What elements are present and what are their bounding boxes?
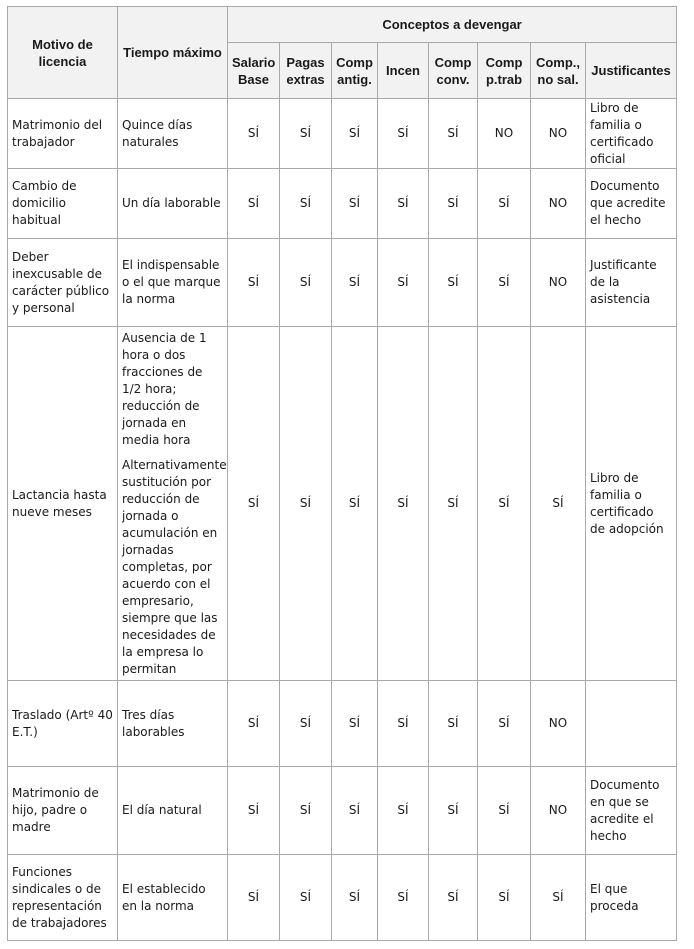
cell-incen: SÍ xyxy=(378,99,429,169)
cell-salario: SÍ xyxy=(228,99,280,169)
cell-ptrab: NO xyxy=(478,99,531,169)
table-row xyxy=(8,767,677,855)
cell-ptrab: SÍ xyxy=(478,169,531,239)
cell-motivo: Funciones sindicales o de representación de trabajadores xyxy=(8,855,118,941)
cell-conv: SÍ xyxy=(429,99,478,169)
cell-tiempo: Tres días laborables xyxy=(118,681,228,767)
cell-pagas: SÍ xyxy=(280,767,332,855)
cell-pagas: SÍ xyxy=(280,327,332,681)
cell-conv: SÍ xyxy=(429,767,478,855)
cell-ptrab: SÍ xyxy=(478,681,531,767)
cell-incen: SÍ xyxy=(378,327,429,681)
header-conceptos: Conceptos a devengar xyxy=(228,7,677,43)
cell-motivo: Deber inexcusable de carácter público y personal xyxy=(8,239,118,327)
table-row xyxy=(8,855,677,941)
header-comp-conv: Comp conv. xyxy=(429,43,478,99)
table-row xyxy=(8,169,677,239)
cell-incen: SÍ xyxy=(378,681,429,767)
cell-nosal: NO xyxy=(531,99,586,169)
cell-antig: SÍ xyxy=(332,855,378,941)
licencias-table xyxy=(7,6,677,941)
header-comp-ptrab: Comp p.trab xyxy=(478,43,531,99)
table-row xyxy=(8,327,677,681)
cell-ptrab: SÍ xyxy=(478,239,531,327)
cell-tiempo: Un día laborable xyxy=(118,169,228,239)
cell-justificantes: Libro de familia o certificado oficial xyxy=(586,99,677,169)
cell-pagas: SÍ xyxy=(280,855,332,941)
cell-motivo: Matrimonio de hijo, padre o madre xyxy=(8,767,118,855)
cell-pagas: SÍ xyxy=(280,99,332,169)
header-pagas-extras: Pagas extras xyxy=(280,43,332,99)
cell-justificantes: Justificante de la asistencia xyxy=(586,239,677,327)
cell-conv: SÍ xyxy=(429,327,478,681)
cell-nosal: NO xyxy=(531,767,586,855)
cell-tiempo: El establecido en la norma xyxy=(118,855,228,941)
cell-pagas: SÍ xyxy=(280,169,332,239)
cell-salario: SÍ xyxy=(228,767,280,855)
cell-incen: SÍ xyxy=(378,169,429,239)
cell-ptrab: SÍ xyxy=(478,327,531,681)
tiempo-paragraph: Alternativamente sustitución por reducción de jornada o acumulación en jornadas completas, por acuerdo con el empresario, siempre que las necesidades de la empresa lo permitan xyxy=(122,457,227,676)
cell-antig: SÍ xyxy=(332,239,378,327)
cell-ptrab: SÍ xyxy=(478,855,531,941)
cell-conv: SÍ xyxy=(429,855,478,941)
cell-pagas: SÍ xyxy=(280,681,332,767)
cell-nosal: NO xyxy=(531,681,586,767)
cell-justificantes: Libro de familia o certificado de adopción xyxy=(586,327,677,681)
cell-motivo: Traslado (Artº 40 E.T.) xyxy=(8,681,118,767)
cell-tiempo: Quince días naturales xyxy=(118,99,228,169)
cell-incen: SÍ xyxy=(378,855,429,941)
table-row xyxy=(8,681,677,767)
cell-incen: SÍ xyxy=(378,767,429,855)
cell-antig: SÍ xyxy=(332,681,378,767)
cell-nosal: NO xyxy=(531,239,586,327)
header-justificantes: Justificantes xyxy=(586,43,677,99)
cell-tiempo xyxy=(118,327,228,681)
cell-salario: SÍ xyxy=(228,681,280,767)
cell-salario: SÍ xyxy=(228,327,280,681)
cell-salario: SÍ xyxy=(228,855,280,941)
header-motivo: Motivo de licencia xyxy=(8,7,118,99)
header-comp-antig: Comp antig. xyxy=(332,43,378,99)
cell-nosal: SÍ xyxy=(531,855,586,941)
cell-justificantes: Documento en que se acredite el hecho xyxy=(586,767,677,855)
header-incen: Incen xyxy=(378,43,429,99)
cell-salario: SÍ xyxy=(228,169,280,239)
cell-justificantes xyxy=(586,681,677,767)
cell-tiempo: El día natural xyxy=(118,767,228,855)
cell-antig: SÍ xyxy=(332,327,378,681)
cell-motivo: Cambio de domicilio habitual xyxy=(8,169,118,239)
cell-antig: SÍ xyxy=(332,169,378,239)
tiempo-paragraph: Ausencia de 1 hora o dos fracciones de 1/2 hora; reducción de jornada en media hora xyxy=(122,330,207,447)
cell-nosal: NO xyxy=(531,169,586,239)
cell-conv: SÍ xyxy=(429,239,478,327)
table-row xyxy=(8,239,677,327)
cell-conv: SÍ xyxy=(429,681,478,767)
cell-nosal: SÍ xyxy=(531,327,586,681)
cell-pagas: SÍ xyxy=(280,239,332,327)
table-row xyxy=(8,99,677,169)
cell-incen: SÍ xyxy=(378,239,429,327)
cell-justificantes: El que proceda xyxy=(586,855,677,941)
cell-tiempo: El indispensable o el que marque la norma xyxy=(118,239,228,327)
header-salario-base: Salario Base xyxy=(228,43,280,99)
header-comp-nosal: Comp., no sal. xyxy=(531,43,586,99)
cell-salario: SÍ xyxy=(228,239,280,327)
cell-motivo: Lactancia hasta nueve meses xyxy=(8,327,118,681)
cell-ptrab: SÍ xyxy=(478,767,531,855)
cell-antig: SÍ xyxy=(332,767,378,855)
cell-antig: SÍ xyxy=(332,99,378,169)
header-tiempo: Tiempo máximo xyxy=(118,7,228,99)
cell-justificantes: Documento que acredite el hecho xyxy=(586,169,677,239)
cell-motivo: Matrimonio del trabajador xyxy=(8,99,118,169)
cell-conv: SÍ xyxy=(429,169,478,239)
